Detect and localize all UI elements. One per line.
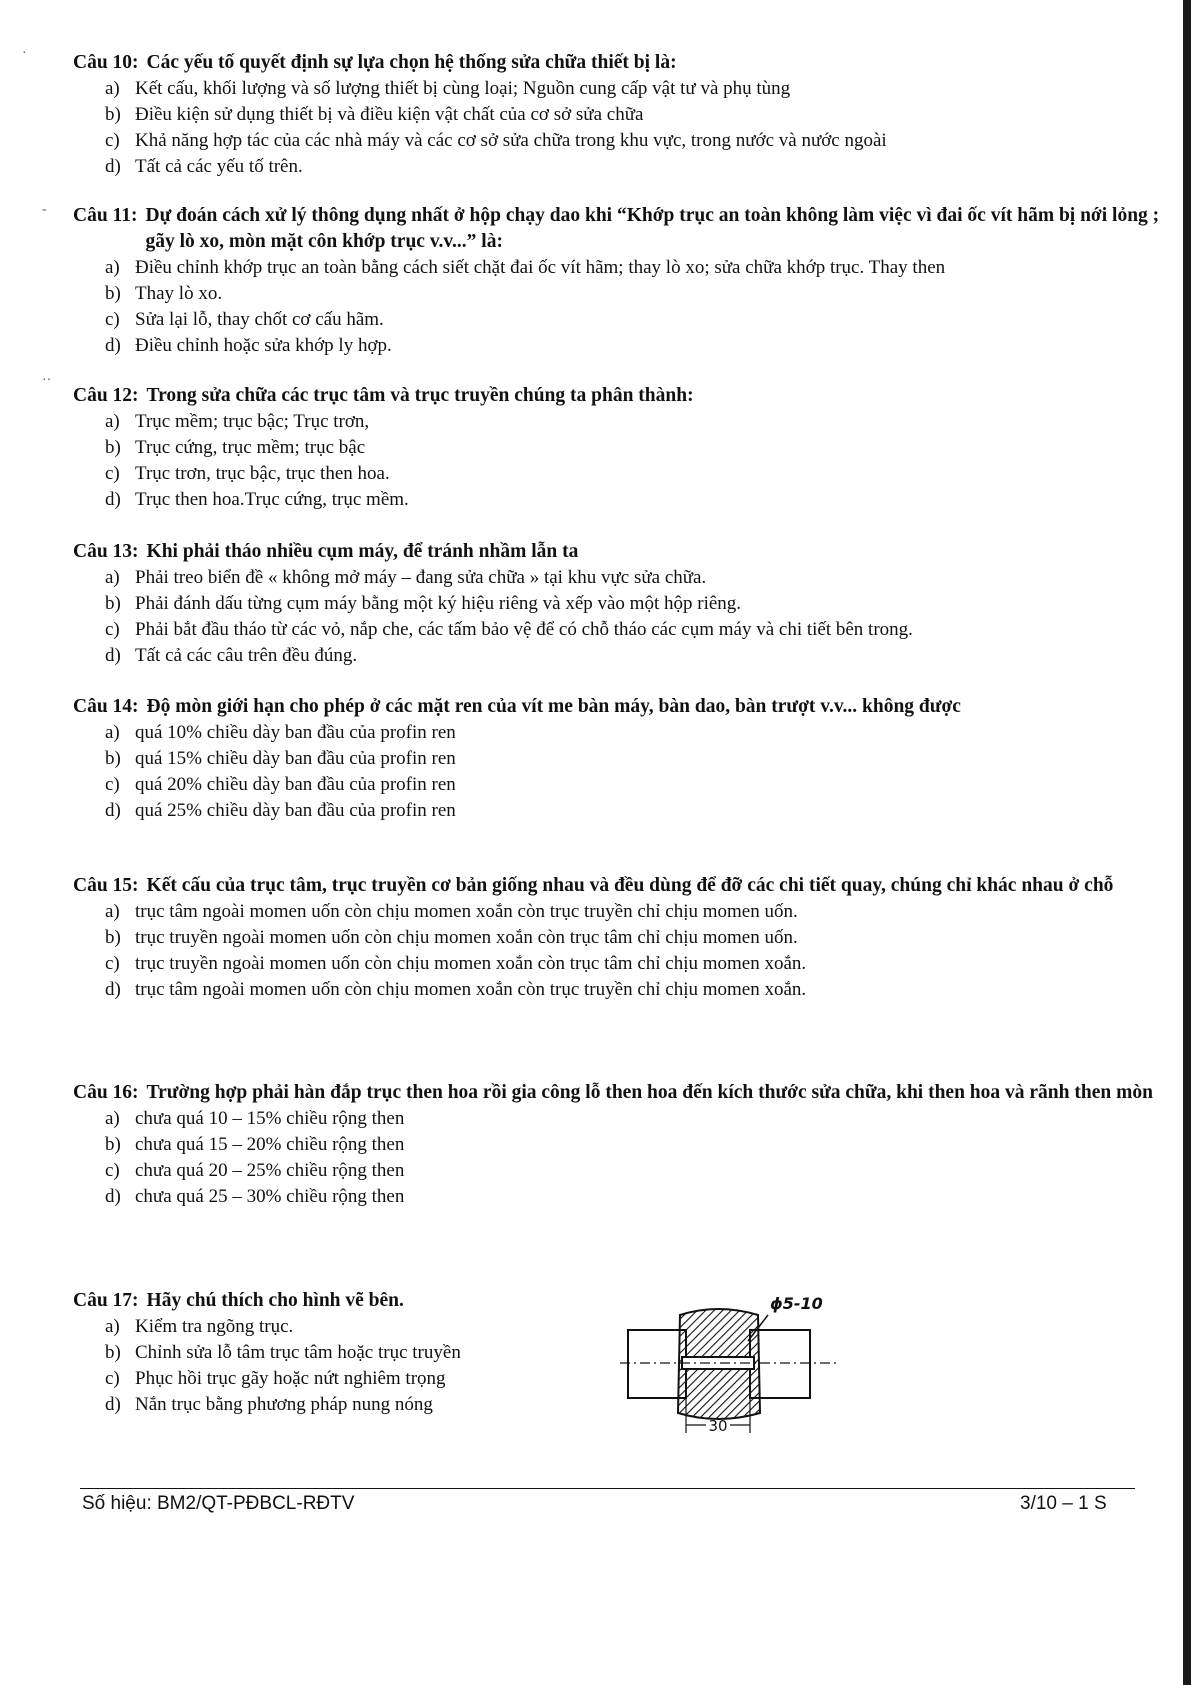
option-text: quá 20% chiều dày ban đầu của profin ren bbox=[135, 774, 456, 795]
option-letter: b) bbox=[105, 593, 121, 614]
question-title bbox=[73, 694, 1173, 720]
answer-option bbox=[73, 154, 1173, 180]
option-letter: d) bbox=[105, 335, 121, 356]
option-letter: b) bbox=[105, 283, 121, 304]
option-text: Điều chỉnh khớp trục an toàn bằng cách siết chặt đai ốc vít hãm; thay lò xo; sửa chữa khớp trục. Thay then bbox=[135, 257, 946, 278]
option-text: Kiểm tra ngõng trục. bbox=[135, 1316, 294, 1337]
option-text: Trục cứng, trục mềm; trục bậc bbox=[135, 437, 366, 458]
option-letter: d) bbox=[105, 489, 121, 510]
answer-list bbox=[73, 720, 1173, 824]
option-text: trục truyền ngoài momen uốn còn chịu momen xoắn còn trục tâm chỉ chịu momen uốn. bbox=[135, 927, 798, 948]
question-15 bbox=[73, 873, 1173, 1003]
answer-option bbox=[73, 746, 1173, 772]
answer-list bbox=[73, 76, 1173, 180]
option-text: chưa quá 20 – 25% chiều rộng then bbox=[135, 1160, 405, 1181]
answer-option bbox=[73, 977, 1173, 1003]
answer-option bbox=[73, 617, 1173, 643]
option-letter: a) bbox=[105, 1316, 120, 1337]
option-text: Trục then hoa.Trục cứng, trục mềm. bbox=[135, 489, 409, 510]
question-number: Câu 16: bbox=[73, 1082, 139, 1103]
answer-option bbox=[73, 720, 1173, 746]
option-text: trục tâm ngoài momen uốn còn chịu momen xoắn còn trục truyền chỉ chịu momen uốn. bbox=[135, 901, 798, 922]
question-number: Câu 14: bbox=[73, 696, 139, 717]
question-14 bbox=[73, 694, 1173, 824]
option-letter: c) bbox=[105, 1368, 120, 1389]
question-title bbox=[73, 50, 1173, 76]
option-text: chưa quá 25 – 30% chiều rộng then bbox=[135, 1186, 405, 1207]
question-12 bbox=[73, 383, 1173, 513]
option-text: Phải bắt đầu tháo từ các vỏ, nắp che, các tấm bảo vệ để có chỗ tháo các cụm máy và chi tiết bên trong. bbox=[135, 619, 913, 640]
answer-list bbox=[73, 1106, 1173, 1210]
option-letter: d) bbox=[105, 1394, 121, 1415]
answer-option bbox=[73, 772, 1173, 798]
question-text: Kết cấu của trục tâm, trục truyền cơ bản giống nhau và đều dùng để đỡ các chi tiết quay, chúng chỉ khác nhau ở chỗ bbox=[146, 875, 1114, 896]
option-text: Phục hồi trục gãy hoặc nứt nghiêm trọng bbox=[135, 1368, 446, 1389]
answer-list bbox=[73, 1314, 593, 1418]
option-letter: d) bbox=[105, 979, 121, 1000]
answer-list bbox=[73, 409, 1173, 513]
scan-speck: - bbox=[42, 202, 47, 217]
width-label: 30 bbox=[708, 1417, 728, 1435]
option-text: Kết cấu, khối lượng và số lượng thiết bị cùng loại; Nguồn cung cấp vật tư và phụ tùng bbox=[135, 78, 791, 99]
question-number: Câu 10: bbox=[73, 52, 139, 73]
option-text: Trục trơn, trục bậc, trục then hoa. bbox=[135, 463, 390, 484]
answer-option bbox=[73, 565, 1173, 591]
option-text: Chỉnh sửa lỗ tâm trục tâm hoặc trục truyền bbox=[135, 1342, 461, 1363]
answer-option bbox=[73, 1184, 1173, 1210]
option-text: Thay lò xo. bbox=[135, 283, 223, 304]
question-text: Trường hợp phải hàn đắp trục then hoa rồi gia công lỗ then hoa đến kích thước sửa chữa, khi then hoa và rãnh then mòn bbox=[146, 1082, 1153, 1103]
option-letter: a) bbox=[105, 78, 120, 99]
answer-option bbox=[73, 798, 1173, 824]
answer-list bbox=[73, 255, 1173, 359]
question-number: Câu 17: bbox=[73, 1290, 139, 1311]
answer-option bbox=[73, 1392, 593, 1418]
question-text: Trong sửa chữa các trục tâm và trục truyền chúng ta phân thành: bbox=[146, 385, 694, 406]
answer-option bbox=[73, 333, 1173, 359]
option-text: Tất cả các câu trên đều đúng. bbox=[135, 645, 358, 666]
question-number: Câu 13: bbox=[73, 541, 139, 562]
answer-option bbox=[73, 487, 1173, 513]
option-letter: c) bbox=[105, 953, 120, 974]
option-text: trục tâm ngoài momen uốn còn chịu momen xoắn còn trục truyền chỉ chịu momen xoắn. bbox=[135, 979, 807, 1000]
option-letter: a) bbox=[105, 901, 120, 922]
option-letter: c) bbox=[105, 463, 120, 484]
answer-option bbox=[73, 281, 1173, 307]
option-text: Phải đánh dấu từng cụm máy bằng một ký hiệu riêng và xếp vào một hộp riêng. bbox=[135, 593, 742, 614]
option-letter: c) bbox=[105, 1160, 120, 1181]
scan-speck: ·· bbox=[42, 373, 52, 388]
answer-option bbox=[73, 1366, 593, 1392]
option-letter: a) bbox=[105, 1108, 120, 1129]
option-text: Khả năng hợp tác của các nhà máy và các cơ sở sửa chữa trong khu vực, trong nước và nước ngoài bbox=[135, 130, 887, 151]
option-text: chưa quá 15 – 20% chiều rộng then bbox=[135, 1134, 405, 1155]
answer-option bbox=[73, 307, 1173, 333]
option-letter: b) bbox=[105, 748, 121, 769]
question-text: Hãy chú thích cho hình vẽ bên. bbox=[146, 1290, 404, 1311]
option-letter: d) bbox=[105, 800, 121, 821]
question-title bbox=[73, 383, 1173, 409]
answer-option bbox=[73, 255, 1173, 281]
option-text: quá 25% chiều dày ban đầu của profin ren bbox=[135, 800, 456, 821]
question-title bbox=[73, 873, 1173, 899]
answer-option bbox=[73, 1314, 593, 1340]
answer-option bbox=[73, 951, 1173, 977]
scan-edge bbox=[1183, 0, 1191, 1685]
option-letter: a) bbox=[105, 567, 120, 588]
footer-divider bbox=[80, 1488, 1135, 1489]
question-13 bbox=[73, 539, 1173, 669]
option-letter: c) bbox=[105, 309, 120, 330]
question-number: Câu 15: bbox=[73, 875, 139, 896]
answer-option bbox=[73, 1132, 1173, 1158]
option-text: Nắn trục bằng phương pháp nung nóng bbox=[135, 1394, 433, 1415]
answer-list bbox=[73, 565, 1173, 669]
question-11 bbox=[73, 203, 1173, 359]
option-letter: a) bbox=[105, 411, 120, 432]
answer-option bbox=[73, 1340, 593, 1366]
option-letter: b) bbox=[105, 104, 121, 125]
question-number: Câu 11: bbox=[73, 205, 138, 226]
shaft-repair-figure bbox=[620, 1285, 840, 1435]
question-title bbox=[73, 1288, 593, 1314]
question-text: Dự đoán cách xử lý thông dụng nhất ở hộp chạy dao khi “Khớp trục an toàn không làm việc vì đai ốc vít hãm bị nới lỏng ; gãy lò xo, mòn mặt côn khớp trục v.v...” là: bbox=[145, 205, 1160, 252]
option-text: quá 10% chiều dày ban đầu của profin ren bbox=[135, 722, 456, 743]
answer-option bbox=[73, 102, 1173, 128]
scan-speck: · bbox=[22, 46, 27, 61]
option-letter: a) bbox=[105, 257, 120, 278]
question-text: Các yếu tố quyết định sự lựa chọn hệ thống sửa chữa thiết bị là: bbox=[146, 52, 677, 73]
answer-list bbox=[73, 899, 1173, 1003]
option-letter: b) bbox=[105, 437, 121, 458]
page-number: 3/10 – 1 S bbox=[1020, 1493, 1107, 1514]
question-number: Câu 12: bbox=[73, 385, 139, 406]
option-letter: b) bbox=[105, 927, 121, 948]
question-10 bbox=[73, 50, 1173, 180]
question-title bbox=[73, 1080, 1173, 1106]
question-text: Độ mòn giới hạn cho phép ở các mặt ren của vít me bàn máy, bàn dao, bàn trượt v.v... không được bbox=[146, 696, 961, 717]
option-text: Phải treo biển đề « không mở máy – đang sửa chữa » tại khu vực sửa chữa. bbox=[135, 567, 707, 588]
option-letter: a) bbox=[105, 722, 120, 743]
question-17 bbox=[73, 1288, 593, 1418]
option-text: Sửa lại lỗ, thay chốt cơ cấu hãm. bbox=[135, 309, 384, 330]
document-code: Số hiệu: BM2/QT-PĐBCL-RĐTV bbox=[82, 1493, 355, 1514]
option-text: Trục mềm; trục bậc; Trục trơn, bbox=[135, 411, 370, 432]
answer-option bbox=[73, 76, 1173, 102]
question-16 bbox=[73, 1080, 1173, 1210]
answer-option bbox=[73, 643, 1173, 669]
diameter-label: ϕ5-10 bbox=[770, 1294, 823, 1313]
option-letter: d) bbox=[105, 156, 121, 177]
option-text: Điều chỉnh hoặc sửa khớp ly hợp. bbox=[135, 335, 392, 356]
answer-option bbox=[73, 1158, 1173, 1184]
answer-option bbox=[73, 409, 1173, 435]
option-letter: c) bbox=[105, 774, 120, 795]
option-text: chưa quá 10 – 15% chiều rộng then bbox=[135, 1108, 405, 1129]
answer-option bbox=[73, 435, 1173, 461]
left-shaft bbox=[628, 1330, 686, 1398]
option-letter: d) bbox=[105, 645, 121, 666]
option-letter: b) bbox=[105, 1134, 121, 1155]
option-letter: c) bbox=[105, 619, 120, 640]
question-text: Khi phải tháo nhiều cụm máy, để tránh nhầm lẫn ta bbox=[146, 541, 579, 562]
option-text: quá 15% chiều dày ban đầu của profin ren bbox=[135, 748, 456, 769]
answer-option bbox=[73, 461, 1173, 487]
option-text: Tất cả các yếu tố trên. bbox=[135, 156, 303, 177]
option-letter: d) bbox=[105, 1186, 121, 1207]
answer-option bbox=[73, 899, 1173, 925]
option-text: trục truyền ngoài momen uốn còn chịu momen xoắn còn trục tâm chỉ chịu momen xoắn. bbox=[135, 953, 807, 974]
answer-option bbox=[73, 128, 1173, 154]
question-title bbox=[73, 203, 1173, 255]
question-title bbox=[73, 539, 1173, 565]
answer-option bbox=[73, 591, 1173, 617]
option-letter: c) bbox=[105, 130, 120, 151]
option-letter: b) bbox=[105, 1342, 121, 1363]
option-text: Điều kiện sử dụng thiết bị và điều kiện vật chất của cơ sở sửa chữa bbox=[135, 104, 644, 125]
answer-option bbox=[73, 1106, 1173, 1132]
answer-option bbox=[73, 925, 1173, 951]
